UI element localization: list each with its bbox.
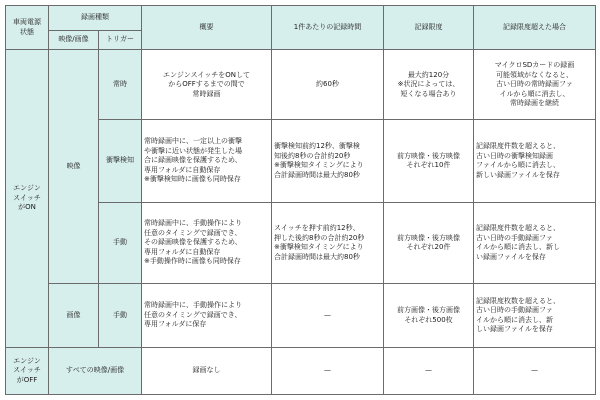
- header-vehicle-state: 車両電源 状態: [6, 6, 49, 50]
- row-manual-video-limit: 前方映像・後方映像 それぞれ20件: [384, 202, 474, 283]
- header-when-exceeded: 記録限度超えた場合: [474, 6, 596, 50]
- row-always-limit: 最大約120分 ※状況によっては、 短くなる場合あり: [384, 50, 474, 120]
- header-video-image: 映像/画像: [49, 30, 99, 50]
- state-engine-on: エンジン スイッチ がON: [6, 50, 49, 348]
- state-engine-off: エンジン スイッチ がOFF: [6, 348, 49, 395]
- trigger-manual-image: 手動: [99, 284, 142, 348]
- row-always-overview: エンジンスイッチをONして からOFFするまでの間で 常時録画: [142, 50, 272, 120]
- row-impact-exceeded: 記録限度件数を超えると、 古い日時の衝撃検知録画 ファイルから順に消去し、 新しい録画ファイルを保存: [474, 120, 596, 202]
- recording-spec-table: [5, 5, 596, 395]
- row-off-overview: 録画なし: [142, 348, 272, 395]
- row-manual-image-limit: 前方画像・後方画像 それぞれ500枚: [384, 284, 474, 348]
- row-impact-limit: 前方映像・後方映像 それぞれ10件: [384, 120, 474, 202]
- row-off-time: —: [272, 348, 384, 395]
- row-manual-image-time: —: [272, 284, 384, 348]
- row-manual-image-exceeded: 記録限度枚数を超えると、 古い日時の手動録画ファ イルから順に消去し、新 しい録画ファイルを保存: [474, 284, 596, 348]
- type-video: 映像: [49, 50, 99, 284]
- row-impact-overview: 常時録画中に、一定以上の衝撃 や衝撃に近い状態が発生した場 合に録画映像を保護するため、 専用フォルダに自動保存 ※衝撃検知時に画像も同時保存: [142, 120, 272, 202]
- recording-spec-table-wrapper: [5, 5, 595, 395]
- row-manual-image-overview: 常時録画中に、手動操作により 任意のタイミングで録画でき、 専用フォルダに保存: [142, 284, 272, 348]
- row-manual-video-overview: 常時録画中に、手動操作により 任意のタイミングで録画でき、 その録画映像を保護するため、 専用フォルダに自動保存 ※手動操作時に画像も同時保存: [142, 202, 272, 283]
- header-recording-limit: 記録限度: [384, 6, 474, 50]
- row-off-exceeded: —: [474, 348, 596, 395]
- row-manual-video-time: スイッチを押す前約12秒、 押した後約8秒の合計約20秒 ※衝撃検知タイミングにより 合計録画時間は最大約80秒: [272, 202, 384, 283]
- header-per-file-time: 1件あたりの記録時間: [272, 6, 384, 50]
- trigger-always: 常時: [99, 50, 142, 120]
- row-manual-video-exceeded: 記録限度件数を超えると、 古い日時の手動録画ファ イルから順に消去し、新し い録画ファイルを保存: [474, 202, 596, 283]
- row-always-exceeded: マイクロSDカードの録画 可能領域がなくなると、 古い日時の常時録画ファ イルから順に消去し、 常時録画を継続: [474, 50, 596, 120]
- header-overview: 概要: [142, 6, 272, 50]
- type-image: 画像: [49, 284, 99, 348]
- row-off-limit: —: [384, 348, 474, 395]
- header-recording-type: 録画種類: [49, 6, 142, 31]
- row-impact-time: 衝撃検知前約12秒、衝撃検 知後約8秒の合計約20秒 ※衝撃検知タイミングにより 合計録画時間は最大約80秒: [272, 120, 384, 202]
- row-always-time: 約60秒: [272, 50, 384, 120]
- type-all: すべての映像/画像: [49, 348, 142, 395]
- header-trigger: トリガー: [99, 30, 142, 50]
- trigger-manual-video: 手動: [99, 202, 142, 283]
- trigger-impact: 衝撃検知: [99, 120, 142, 202]
